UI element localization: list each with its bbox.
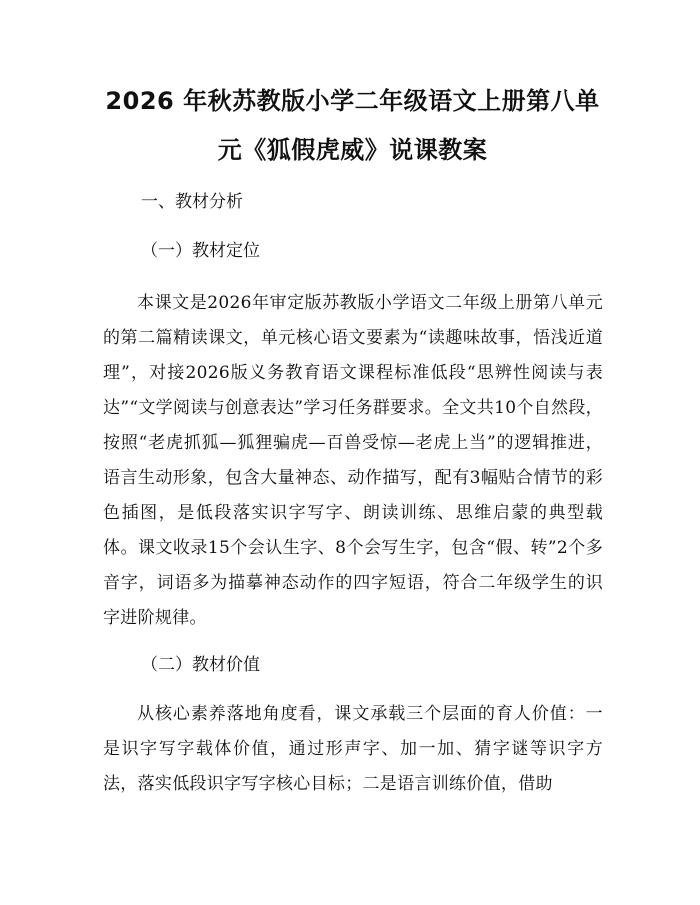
paragraph-value: 从核心素养落地角度看，课文承载三个层面的育人价值：一是识字写字载体价值，通过形声字、加一加、猜字谜等识字方法，落实低段识字写字核心目标；二是语言训练价值，借助 <box>103 704 603 794</box>
paragraph-positioning: 本课文是2026年审定版苏教版小学语文二年级上册第八单元的第二篇精读课文，单元核心语文要素为“读趣味故事，悟浅近道理”，对接2026版义务教育语文课程标准低段“思辨性阅读与表达”“文学阅读与创意表达”学习任务群要求。全文共10个自然段，按照“老虎抓狐—狐狸骗虎—百兽受惊—老虎上当”的逻辑推进，语言生动形象，包含大量神态、动作描写，配有3幅贴合情节的彩色插图，是低段落实识字写字、朗读训练、思维启蒙的典型载体。课文收录15个会认生字、8个会写生字，包含“假、转”2个多音字，词语多为描摹神态动作的四字短语，符合二年级学生的识字进阶规律。 <box>103 293 603 628</box>
subsection-heading-positioning: （一）教材定位 <box>141 241 260 261</box>
section-heading-textbook-analysis: 一、教材分析 <box>141 192 243 212</box>
document-title-line-1: 2026 年秋苏教版小学二年级语文上册第八单 <box>105 87 600 115</box>
subsection-heading-value: （二）教材价值 <box>141 655 260 675</box>
document-title-line-2: 元《狐假虎威》说课教案 <box>217 136 488 164</box>
